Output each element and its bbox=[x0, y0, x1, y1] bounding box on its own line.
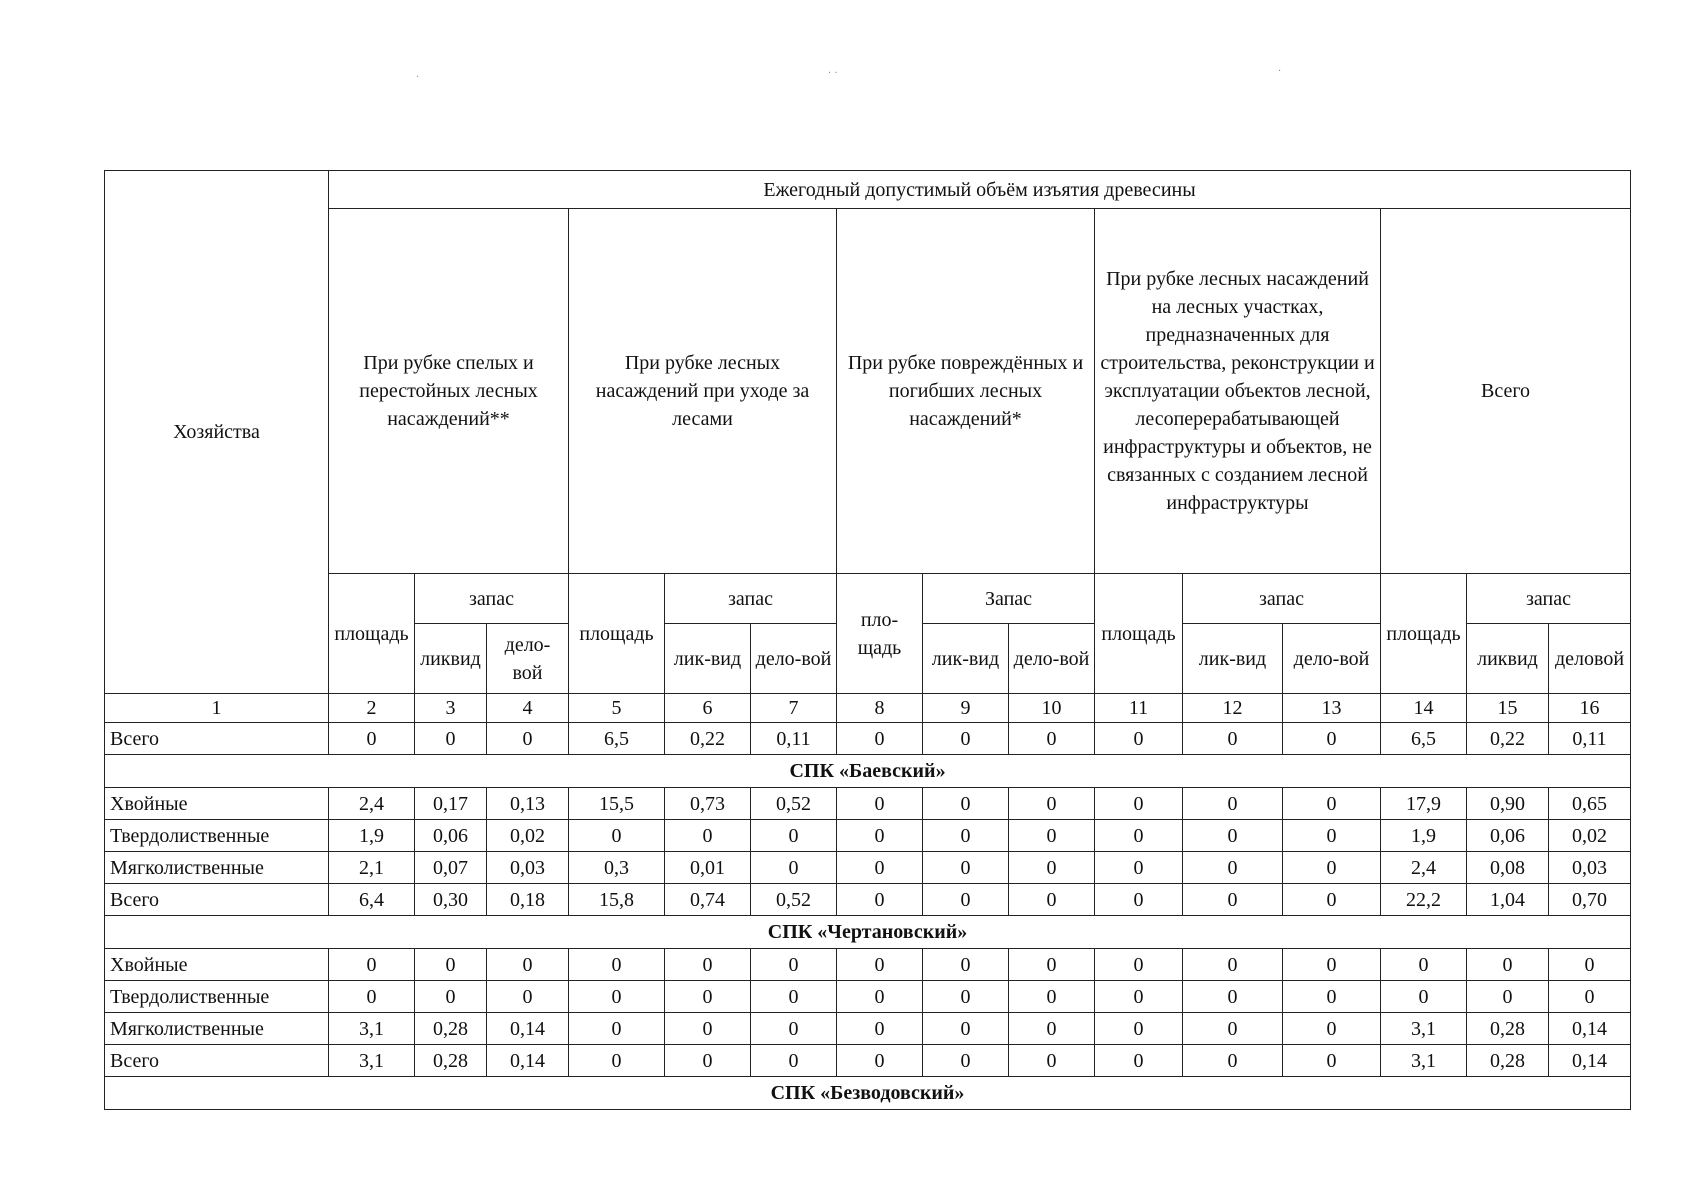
table-cell: 0 bbox=[1283, 723, 1381, 755]
column-number: 10 bbox=[1009, 694, 1095, 723]
section-row bbox=[105, 916, 1631, 949]
table-cell: 15,8 bbox=[569, 884, 665, 916]
row-label: Всего bbox=[105, 1045, 329, 1077]
table-cell: 0 bbox=[837, 852, 923, 884]
table-cell: 0 bbox=[923, 820, 1009, 852]
table-cell: 0 bbox=[1549, 981, 1631, 1013]
section-title: СПК «Чертановский» bbox=[105, 916, 1631, 949]
table-cell: 0 bbox=[1009, 1013, 1095, 1045]
table-cell: 15,5 bbox=[569, 788, 665, 820]
scan-dot: · bbox=[416, 72, 420, 83]
table-cell: 0 bbox=[665, 1013, 751, 1045]
table-cell: 0,14 bbox=[1549, 1045, 1631, 1077]
table-cell: 0,02 bbox=[487, 820, 569, 852]
table-row bbox=[105, 1013, 1631, 1045]
column-number: 11 bbox=[1095, 694, 1183, 723]
column-number: 16 bbox=[1549, 694, 1631, 723]
table-cell: 0,06 bbox=[415, 820, 487, 852]
column-number: 1 bbox=[105, 694, 329, 723]
stock-header: запас bbox=[415, 574, 569, 624]
table-cell: 0 bbox=[1095, 820, 1183, 852]
group-header: При рубке повреждённых и погибших лесных насаждений* bbox=[837, 209, 1095, 574]
scan-dot: · bbox=[1278, 66, 1282, 77]
group-header: При рубке лесных насаждений на лесных участках, предназначенных для строительства, реконструкции и эксплуатации объектов лесной, лесоперерабатывающей инфраструктуры и объектов, не связанных с созданием лесной инфраструктуры bbox=[1095, 209, 1381, 574]
table-cell: 6,4 bbox=[329, 884, 415, 916]
table-cell: 0,06 bbox=[1467, 820, 1549, 852]
table-cell: 0,30 bbox=[415, 884, 487, 916]
table-cell: 0 bbox=[487, 723, 569, 755]
column-number: 12 bbox=[1183, 694, 1283, 723]
table-cell: 0 bbox=[329, 949, 415, 981]
table-cell: 0 bbox=[923, 884, 1009, 916]
table-cell: 0,03 bbox=[487, 852, 569, 884]
table-cell: 0 bbox=[923, 788, 1009, 820]
table-cell: 0,73 bbox=[665, 788, 751, 820]
liquid-header: лик-вид bbox=[665, 624, 751, 694]
row-label: Хвойные bbox=[105, 788, 329, 820]
subheader-row bbox=[105, 574, 1631, 624]
stock-header: запас bbox=[1467, 574, 1631, 624]
table-cell: 0,02 bbox=[1549, 820, 1631, 852]
business-header: деловой bbox=[1549, 624, 1631, 694]
liquid-header: ликвид bbox=[415, 624, 487, 694]
table-cell: 0 bbox=[923, 949, 1009, 981]
table-row bbox=[105, 820, 1631, 852]
table-cell: 0 bbox=[665, 820, 751, 852]
table-cell: 0 bbox=[1283, 981, 1381, 1013]
table-cell: 0 bbox=[487, 949, 569, 981]
table-cell: 0 bbox=[1283, 1045, 1381, 1077]
table-cell: 0 bbox=[837, 949, 923, 981]
table-cell: 0 bbox=[487, 981, 569, 1013]
table-cell: 0 bbox=[1283, 884, 1381, 916]
table-row bbox=[105, 949, 1631, 981]
table-cell: 0 bbox=[1009, 723, 1095, 755]
area-header: площадь bbox=[1381, 574, 1467, 694]
table-cell: 0 bbox=[1095, 1013, 1183, 1045]
table-cell: 0 bbox=[1095, 852, 1183, 884]
table-cell: 0 bbox=[1183, 723, 1283, 755]
table-cell: 0 bbox=[1183, 884, 1283, 916]
table-cell: 2,1 bbox=[329, 852, 415, 884]
table-cell: 0 bbox=[751, 1013, 837, 1045]
table-cell: 0 bbox=[837, 1013, 923, 1045]
timber-harvest-table bbox=[104, 170, 1631, 1110]
table-cell: 0 bbox=[665, 1045, 751, 1077]
table-cell: 0 bbox=[1009, 852, 1095, 884]
area-header: площадь bbox=[1095, 574, 1183, 694]
liquid-header: лик-вид bbox=[923, 624, 1009, 694]
stock-header: запас bbox=[665, 574, 837, 624]
table-cell: 0,17 bbox=[415, 788, 487, 820]
col-header-farms: Хозяйства bbox=[105, 171, 329, 694]
table-cell: 0 bbox=[1467, 981, 1549, 1013]
table-cell: 0 bbox=[415, 981, 487, 1013]
table-cell: 3,1 bbox=[329, 1045, 415, 1077]
row-label: Твердолиственные bbox=[105, 820, 329, 852]
table-cell: 0 bbox=[329, 981, 415, 1013]
table-cell: 0,14 bbox=[487, 1013, 569, 1045]
table-cell: 0,28 bbox=[415, 1013, 487, 1045]
table-cell: 0 bbox=[329, 723, 415, 755]
table-cell: 0 bbox=[923, 1013, 1009, 1045]
table-row bbox=[105, 884, 1631, 916]
table-cell: 0 bbox=[569, 1045, 665, 1077]
stock-header: запас bbox=[1183, 574, 1381, 624]
section-title: СПК «Баевский» bbox=[105, 755, 1631, 788]
table-cell: 0 bbox=[837, 1045, 923, 1077]
table-cell: 0 bbox=[1283, 1013, 1381, 1045]
table-cell: 0 bbox=[1183, 1045, 1283, 1077]
row-label: Мягколиственные bbox=[105, 852, 329, 884]
column-number: 13 bbox=[1283, 694, 1381, 723]
table-cell: 0 bbox=[1009, 788, 1095, 820]
table-cell: 0,28 bbox=[1467, 1045, 1549, 1077]
table-cell: 0 bbox=[1183, 788, 1283, 820]
area-header: площадь bbox=[569, 574, 665, 694]
column-number: 5 bbox=[569, 694, 665, 723]
table-cell: 0 bbox=[837, 820, 923, 852]
stock-header: Запас bbox=[923, 574, 1095, 624]
row-label: Хвойные bbox=[105, 949, 329, 981]
table-cell: 0,18 bbox=[487, 884, 569, 916]
table-cell: 0 bbox=[751, 981, 837, 1013]
row-label: Всего bbox=[105, 884, 329, 916]
table-cell: 0,52 bbox=[751, 788, 837, 820]
area-header: площадь bbox=[329, 574, 415, 694]
table-body bbox=[105, 694, 1631, 1110]
table-cell: 0 bbox=[569, 1013, 665, 1045]
table-cell: 0 bbox=[665, 981, 751, 1013]
table-cell: 0 bbox=[837, 981, 923, 1013]
table-cell: 0,11 bbox=[1549, 723, 1631, 755]
table-cell: 0 bbox=[1009, 884, 1095, 916]
table-cell: 0 bbox=[1095, 884, 1183, 916]
table-cell: 0 bbox=[415, 723, 487, 755]
table-cell: 0 bbox=[1381, 981, 1467, 1013]
table-row bbox=[105, 788, 1631, 820]
table-cell: 3,1 bbox=[1381, 1013, 1467, 1045]
table-cell: 0 bbox=[1283, 949, 1381, 981]
table-cell: 0,90 bbox=[1467, 788, 1549, 820]
table-cell: 0,03 bbox=[1549, 852, 1631, 884]
table-cell: 3,1 bbox=[329, 1013, 415, 1045]
table-cell: 0 bbox=[1183, 1013, 1283, 1045]
liquid-header: лик-вид bbox=[1183, 624, 1283, 694]
table-cell: 0 bbox=[665, 949, 751, 981]
table-cell: 0 bbox=[923, 852, 1009, 884]
table-cell: 0,28 bbox=[415, 1045, 487, 1077]
table-cell: 0 bbox=[1095, 1045, 1183, 1077]
table-cell: 0 bbox=[1467, 949, 1549, 981]
table-cell: 0 bbox=[837, 723, 923, 755]
column-number: 14 bbox=[1381, 694, 1467, 723]
table-cell: 0,65 bbox=[1549, 788, 1631, 820]
table-cell: 0 bbox=[751, 820, 837, 852]
table-cell: 0,11 bbox=[751, 723, 837, 755]
table-cell: 0 bbox=[837, 884, 923, 916]
table-cell: 0,70 bbox=[1549, 884, 1631, 916]
table-cell: 0,52 bbox=[751, 884, 837, 916]
table-cell: 17,9 bbox=[1381, 788, 1467, 820]
table-cell: 0,28 bbox=[1467, 1013, 1549, 1045]
table-row bbox=[105, 852, 1631, 884]
table-cell: 0 bbox=[1183, 820, 1283, 852]
table-cell: 0 bbox=[1283, 820, 1381, 852]
group-header: При рубке спелых и перестойных лесных насаждений** bbox=[329, 209, 569, 574]
table-cell: 0 bbox=[1381, 949, 1467, 981]
table-cell: 0 bbox=[1095, 981, 1183, 1013]
table-cell: 0 bbox=[1009, 820, 1095, 852]
table-cell: 0,13 bbox=[487, 788, 569, 820]
table-cell: 0,74 bbox=[665, 884, 751, 916]
column-number-row bbox=[105, 694, 1631, 723]
table-cell: 0,22 bbox=[665, 723, 751, 755]
table-cell: 0 bbox=[569, 820, 665, 852]
row-label: Твердолиственные bbox=[105, 981, 329, 1013]
table-cell: 0 bbox=[1009, 981, 1095, 1013]
table-row bbox=[105, 723, 1631, 755]
table-cell: 0 bbox=[1283, 852, 1381, 884]
table-cell: 0 bbox=[1183, 981, 1283, 1013]
table-cell: 1,04 bbox=[1467, 884, 1549, 916]
section-row bbox=[105, 1077, 1631, 1110]
business-header: дело-вой bbox=[487, 624, 569, 694]
business-header: дело-вой bbox=[1283, 624, 1381, 694]
column-number: 7 bbox=[751, 694, 837, 723]
table-cell: 0 bbox=[1549, 949, 1631, 981]
row-label: Всего bbox=[105, 723, 329, 755]
group-header: Всего bbox=[1381, 209, 1631, 574]
column-number: 9 bbox=[923, 694, 1009, 723]
business-header: дело-вой bbox=[1009, 624, 1095, 694]
table-cell: 0 bbox=[837, 788, 923, 820]
table-cell: 0,01 bbox=[665, 852, 751, 884]
table-row bbox=[105, 1045, 1631, 1077]
table-cell: 0 bbox=[1183, 852, 1283, 884]
table-cell: 0 bbox=[1283, 788, 1381, 820]
table-cell: 0,07 bbox=[415, 852, 487, 884]
table-cell: 0,08 bbox=[1467, 852, 1549, 884]
table-cell: 6,5 bbox=[569, 723, 665, 755]
row-label: Мягколиственные bbox=[105, 1013, 329, 1045]
table-cell: 0 bbox=[1183, 949, 1283, 981]
table-cell: 0,3 bbox=[569, 852, 665, 884]
column-number: 4 bbox=[487, 694, 569, 723]
section-row bbox=[105, 755, 1631, 788]
table-header bbox=[105, 171, 1631, 694]
table-cell: 1,9 bbox=[329, 820, 415, 852]
table-cell: 0,14 bbox=[487, 1045, 569, 1077]
table-cell: 0,22 bbox=[1467, 723, 1549, 755]
area-header: пло-щадь bbox=[837, 574, 923, 694]
table-cell: 0 bbox=[751, 852, 837, 884]
section-title: СПК «Безводовский» bbox=[105, 1077, 1631, 1110]
table-cell: 0,14 bbox=[1549, 1013, 1631, 1045]
table-cell: 0 bbox=[415, 949, 487, 981]
table-cell: 0 bbox=[923, 1045, 1009, 1077]
liquid-header: ликвид bbox=[1467, 624, 1549, 694]
table-cell: 0 bbox=[569, 949, 665, 981]
group-header: При рубке лесных насаждений при уходе за лесами bbox=[569, 209, 837, 574]
table-cell: 0 bbox=[569, 981, 665, 1013]
table-cell: 0 bbox=[751, 1045, 837, 1077]
table-row bbox=[105, 981, 1631, 1013]
table-cell: 3,1 bbox=[1381, 1045, 1467, 1077]
column-number: 15 bbox=[1467, 694, 1549, 723]
table-cell: 0 bbox=[923, 981, 1009, 1013]
scan-dot: · · bbox=[828, 68, 838, 79]
table-cell: 0 bbox=[1095, 788, 1183, 820]
table-title: Ежегодный допустимый объём изъятия древесины bbox=[329, 171, 1631, 209]
table-cell: 1,9 bbox=[1381, 820, 1467, 852]
table-cell: 0 bbox=[751, 949, 837, 981]
column-number: 3 bbox=[415, 694, 487, 723]
table-cell: 0 bbox=[1095, 723, 1183, 755]
column-number: 2 bbox=[329, 694, 415, 723]
table-cell: 0 bbox=[1009, 949, 1095, 981]
table-cell: 22,2 bbox=[1381, 884, 1467, 916]
column-number: 6 bbox=[665, 694, 751, 723]
business-header: дело-вой bbox=[751, 624, 837, 694]
group-header-row bbox=[105, 209, 1631, 574]
table-cell: 2,4 bbox=[329, 788, 415, 820]
table-cell: 2,4 bbox=[1381, 852, 1467, 884]
table-cell: 0 bbox=[1095, 949, 1183, 981]
table-cell: 0 bbox=[1009, 1045, 1095, 1077]
table-cell: 6,5 bbox=[1381, 723, 1467, 755]
column-number: 8 bbox=[837, 694, 923, 723]
table-cell: 0 bbox=[923, 723, 1009, 755]
